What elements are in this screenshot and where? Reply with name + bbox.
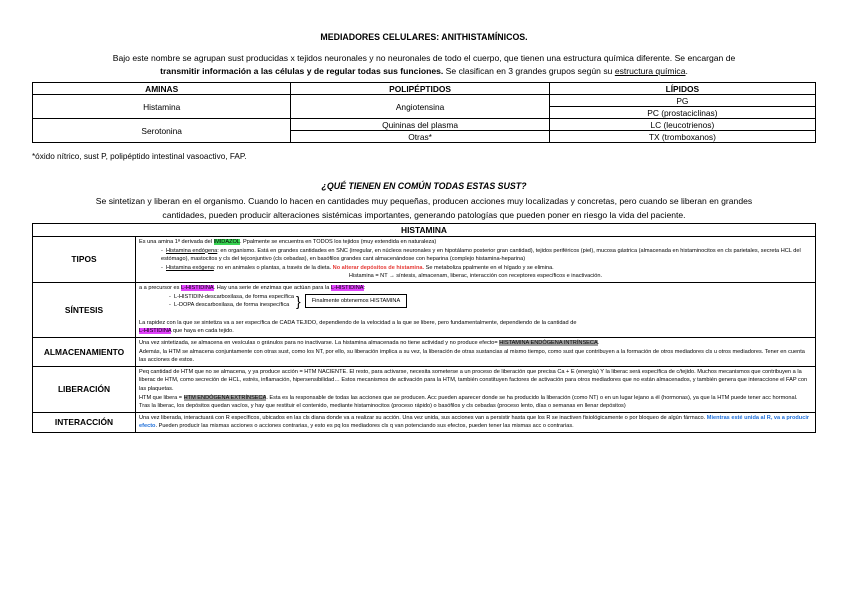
label-liberacion: LIBERACIÓN [33,366,136,412]
header-polipeptidos: POLIPÉPTIDOS [291,83,549,95]
extrinseca-highlight: HTM ENDÓGENA EXTRÍNSECA [183,394,267,401]
row-almacenamiento [33,337,816,366]
label-interaccion: INTERACCIÓN [33,412,136,432]
sintesis-a1: a a precursor es [139,284,181,291]
exogena-text: : no en animales o plantas, a través de la dieta. [213,264,333,271]
content-interaccion [136,412,816,432]
cell-pg: PG [549,95,815,107]
content-almacenamiento [136,337,816,366]
cell-pc: PC (prostaciclinas) [549,107,815,119]
row-tipos [33,237,816,283]
question-line-1: Se sintetizan y liberan en el organismo. Cuando lo hacen en cantidades muy pequeñas, producen acciones muy localizadas y concretas, pero cuando se liberan en grandes [95,196,753,206]
endogena-label: Histamina endógena [165,247,218,254]
header-lipidos: LÍPIDOS [549,83,815,95]
sintesis-d: La rapidez con la que se sintetiza va a ser específica de CADA TEJIDO, dependiendo de la velocidad a la que se libere, pero fundamentalmente, dependiendo de la cantidad de [139,319,577,326]
intro-bold: transmitir información a las células y de regular todas sus funciones. [160,66,444,76]
content-sintesis: a a precursor es L-HISTIDINA. Hay una serie de enzimas que actúan para la L-HISTIDINA: - L-HISTIDIN-descarboxilasa, de forma específica - L-DOPA descarboxilasa, de forma inespecífica } Finalmente obtenemos HISTAMINA La rapidez con la que se sintetiza va a ser específica de CADA TEJIDO, dependiendo de la velocidad a la que se libere, pero fundamentalmente, dependiendo de la cantidad de L-HISTIDINA que haya en cada tejido. [136,282,816,337]
row-sintesis [33,282,816,337]
intro-end: . [685,66,688,76]
cell-otras: Otras* [291,131,549,143]
row-liberacion [33,366,816,412]
liberac-b1: HTM que libera = [139,394,184,401]
cell-histamina: Histamina [33,95,291,119]
liberac-c: Tras la liberac, los depósitos quedan vacíos, y hay que restituir el contenido, mediante histaminocitos (proceso rápido) o basófilos y cls cebadas (proceso lento, días o semanas en llenar depósitos) [139,403,626,410]
brace-icon: } [296,293,301,310]
l-histidina-highlight-3: L-HISTIDINA [139,328,172,335]
l-histidina-highlight-1: L-HISTIDINA [180,284,214,291]
label-sintesis: SÍNTESIS [33,282,136,337]
l-histidina-highlight-2: L-HISTIDINA [330,284,364,291]
sintesis-a3: : [363,284,366,291]
groups-table [32,82,816,143]
tipos-a1: Es una amina 1ª derivada del [139,239,214,245]
enzyme-2: L-DOPA descarboxilasa, de forma inespecífica [173,302,290,309]
almac-a: Una vez sintetizada, se almacena en vesículas o gránulos para no inactivarse. La histamina almacenada no tiene actividad y no produce efecto= [139,339,500,346]
label-almacenamiento: ALMACENAMIENTO [33,337,136,366]
question-text [20,195,828,222]
liberac-a: Peq cantidad de HTM que no se almacena, y ya produce acción = HTM NACIENTE. El resto, para activarse, necesita someterse a un proceso de liberación que precisa Ca + E (energía) Y la liberac será específica de c/tejido. Muchos mecanismos que contribuyen a la liberac de HTM, como secreción de HCL, estrés, inflamación, hipersensibilidad… Estos mecanismos de activación para la HTM, también constituyen factores de activación para otros mediadores que no están almacenados, y también genera que interaccione el FAP con las plaquetas. [139,368,808,392]
footnote: *óxido nítrico, sust P, polipéptido intestinal vasoactivo, FAP. [32,152,247,161]
imidazol-highlight: IMIDAZOL [213,239,240,245]
interac-blue: Mientras esté unida al R, va a producir efecto [139,414,810,430]
histamina-table [32,223,816,433]
intro-underline: estructura química [614,66,686,76]
interac-a: Una vez liberada, interactuará con R específicos, ubicados en las cls diana donde va a realizar su acción. Una vez unida, sus acciones van a persistir hasta que los R se inactiven fisiológicamente o por bloqueo de algún fármaco. [139,414,707,421]
interac-end: . Pueden producir las mismas acciones o acciones contrarias, y esto es pq los mediadores cls q van potenciando sus efectos, pueden tener las mismas acc o contrarias. [155,423,574,430]
label-tipos: TIPOS [33,237,136,283]
section-question: ¿QUÉ TIENEN EN COMÚN TODAS ESTAS SUST? [321,181,527,191]
intrinseca-highlight: HISTAMINA ENDÓGENA INTRÍNSECA [499,339,598,346]
tipos-summary: Histamina = NT → síntesis, almacenam, liberac, interacción con receptores específicos e inactivación. [348,273,603,280]
cell-tx: TX (tromboxanos) [549,131,815,143]
tipos-a2: . Ppalmente se encuentra en TODOS los tejidos (muy extendida en naturaleza) [239,239,437,245]
almac-a-end: . [597,339,600,346]
histamina-header: HISTAMINA [33,224,816,237]
result-box: Finalmente obtenemos HISTAMINA [305,294,408,309]
content-tipos: Es una amina 1ª derivada del IMIDAZOL. Ppalmente se encuentra en TODOS los tejidos (muy extendida en naturaleza) - Histamina endógena: en organismo. Está en grandes cantidades en SNC (irregular, en núcleos neuronales y en hipotálamo posterior gran cantidad), tejidos periféricos (piel), mucosa gástrica (almacenada en histaminocitos en cls parietales, secreta HCL del estómago), mastocitos y cls del tejconjuntivo (cls cebadas), en basófilos grandes cant almacenándose con heparina (complejo histamina-heparina) - Histamina exógena: no en animales o plantas, a través de la dieta. No alterar depósitos de histamina. Se metaboliza ppalmente en el hígado y se elimina. Histamina = NT → síntesis, almacenam, liberac, interacción con receptores específicos e inactivación. [136,237,816,283]
cell-lc: LC (leucotrienos) [549,119,815,131]
intro-paragraph [18,52,830,78]
cell-angiotensina: Angiotensina [291,95,549,119]
liberac-b2: . Esta es la responsable de todas las acciones que se producen. Acc pueden aparecer donde se ha producido la liberación (como NT) o en un lugar lejano a él (hormonas), ya que la HTM puede tener acc hormonal. [266,394,798,401]
cell-serotonina: Serotonina [33,119,291,143]
question-line-2: cantidades, pueden producir alteraciones sistémicas importantes, generando patologías que pueden poner en riesgo la vida del paciente. [162,209,686,220]
header-aminas: AMINAS [33,83,291,95]
content-liberacion [136,366,816,412]
exogena-label: Histamina exógena [165,264,214,271]
exogena-red-note: No alterar depósitos de histamina. [332,264,425,271]
intro-mid: Se clasifican en 3 grandes grupos según su [443,66,615,76]
sintesis-d-end: que haya en cada tejido. [171,328,234,335]
sintesis-a2: . Hay una serie de enzimas que actúan para la [213,284,331,291]
enzyme-1: L-HISTIDIN-descarboxilasa, de forma específica [173,293,294,300]
exogena-end: Se metaboliza ppalmente en el hígado y se elimina. [424,264,554,271]
almac-b: Además, la HTM se almacena conjuntamente con otras sust, como los NT, por ello, su liberación implica a su vez, la liberación de otras sustancias al mismo tiempo, como sust que contribuyen a la formación de otros mediadores cls u otros mediadores. Tener en cuenta las acciones de estos. [139,348,805,364]
intro-line-1: Bajo este nombre se agrupan sust producidas x tejidos neuronales y no neuronales de todo el cuerpo, que tienen una estructura química diferente. Se encargan de [112,53,736,63]
endogena-text: : en organismo. Está en grandes cantidades en SNC (irregular, en núcleos neuronales y en hipotálamo posterior gran cantidad), tejidos periféricos (piel), mucosa gástrica (almacenada en histaminocitos en cls parietales, secreta HCL del estómago), mastocitos y cls del tejconjuntivo (cls cebadas), en basófilos grandes cant almacenándose con heparina (complejo histamina-heparina) [161,247,801,263]
cell-quininas: Quininas del plasma [291,119,549,131]
row-interaccion [33,412,816,432]
page-title: MEDIADORES CELULARES: ANITHISTAMÍNICOS. [320,32,528,42]
